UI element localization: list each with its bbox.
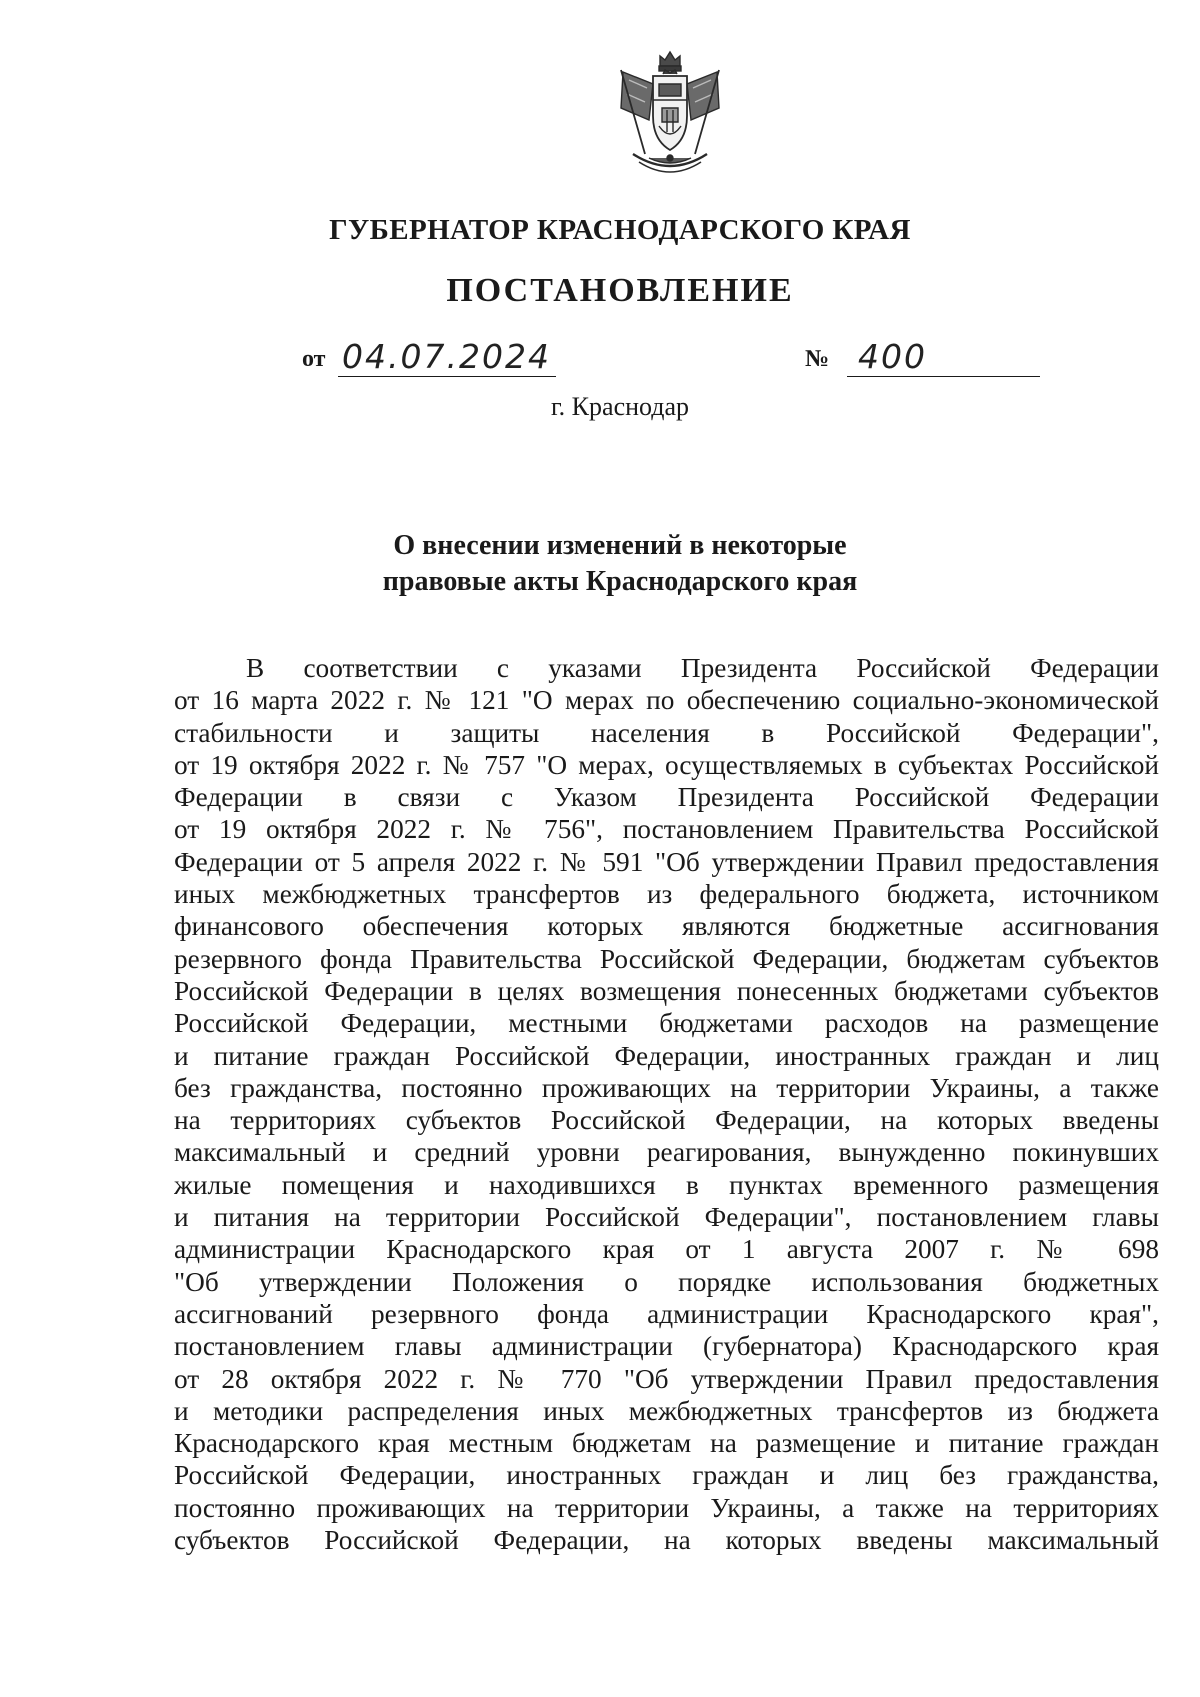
body-line: постановлением главы администрации (губернатора) Краснодарского края xyxy=(174,1331,1159,1362)
body-line: от 16 марта 2022 г. № 121 "О мерах по обеспечению социально-экономической xyxy=(174,685,1159,716)
body-line: иных межбюджетных трансфертов из федерального бюджета, источником xyxy=(174,879,1159,910)
body-line: Федерации в связи с Указом Президента Российской Федерации xyxy=(174,782,1159,813)
number-underline xyxy=(847,376,1040,377)
body-line: субъектов Российской Федерации, на которых введены максимальный xyxy=(174,1525,1159,1556)
body-line: от 19 октября 2022 г. № 756", постановлением Правительства Российской xyxy=(174,814,1159,845)
body-line: жилые помещения и находившихся в пунктах временного размещения xyxy=(174,1169,1159,1200)
date-underline xyxy=(338,376,556,377)
body-line: финансового обеспечения которых являются бюджетные ассигнования xyxy=(174,911,1159,942)
body-line: и питания на территории Российской Федерации", постановлением главы xyxy=(174,1202,1159,1233)
number-label: № xyxy=(805,346,830,372)
body-line: постоянно проживающих на территории Украины, а также на территориях xyxy=(174,1492,1159,1523)
body-line: ассигнований резервного фонда администрации Краснодарского края", xyxy=(174,1298,1159,1329)
body-line: Российской Федерации, иностранных граждан и лиц без гражданства, xyxy=(174,1460,1159,1491)
body-line: Федерации от 5 апреля 2022 г. № 591 "Об утверждении Правил предоставления xyxy=(174,846,1159,877)
body-line: резервного фонда Правительства Российской Федерации, бюджетам субъектов xyxy=(174,943,1159,974)
body-line: Краснодарского края местным бюджетам на размещение и питание граждан xyxy=(174,1428,1159,1459)
body-line: Российской Федерации, местными бюджетами расходов на размещение xyxy=(174,1008,1159,1039)
document-subject xyxy=(0,528,1200,600)
body-line: администрации Краснодарского края от 1 августа 2007 г. № 698 xyxy=(174,1234,1159,1265)
body-text xyxy=(174,652,1159,1556)
body-line: "Об утверждении Положения о порядке использования бюджетных xyxy=(174,1266,1159,1297)
body-line: от 19 октября 2022 г. № 757 "О мерах, осуществляемых в субъектах Российской xyxy=(174,749,1159,780)
number-value: 400 xyxy=(858,337,927,376)
date-label: от xyxy=(302,346,326,372)
city: г. Краснодар xyxy=(550,392,690,421)
document-type: ПОСТАНОВЛЕНИЕ xyxy=(446,272,794,309)
issuing-authority: ГУБЕРНАТОР КРАСНОДАРСКОГО КРАЯ xyxy=(329,214,911,246)
body-line: и питание граждан Российской Федерации, иностранных граждан и лиц xyxy=(174,1040,1159,1071)
body-line: Российской Федерации в целях возмещения понесенных бюджетами субъектов xyxy=(174,975,1159,1006)
date-number-row xyxy=(0,337,1200,384)
date-value: 04.07.2024 xyxy=(342,337,551,376)
body-line: В соответствии с указами Президента Российской Федерации xyxy=(246,653,1159,683)
body-line: без гражданства, постоянно проживающих на территории Украины, а также xyxy=(174,1072,1159,1103)
body-line: максимальный и средний уровни реагирования, вынужденно покинувших xyxy=(174,1137,1159,1168)
body-line: и методики распределения иных межбюджетных трансфертов из бюджета xyxy=(174,1395,1159,1426)
coat-of-arms-icon xyxy=(615,50,725,182)
body-line: стабильности и защиты населения в Российской Федерации", xyxy=(174,717,1159,748)
body-line: на территориях субъектов Российской Федерации, на которых введены xyxy=(174,1105,1159,1136)
subject-line: О внесении изменений в некоторые xyxy=(393,530,847,561)
body-line: от 28 октября 2022 г. № 770 "Об утверждении Правил предоставления xyxy=(174,1363,1159,1394)
subject-line: правовые акты Краснодарского края xyxy=(382,566,858,597)
